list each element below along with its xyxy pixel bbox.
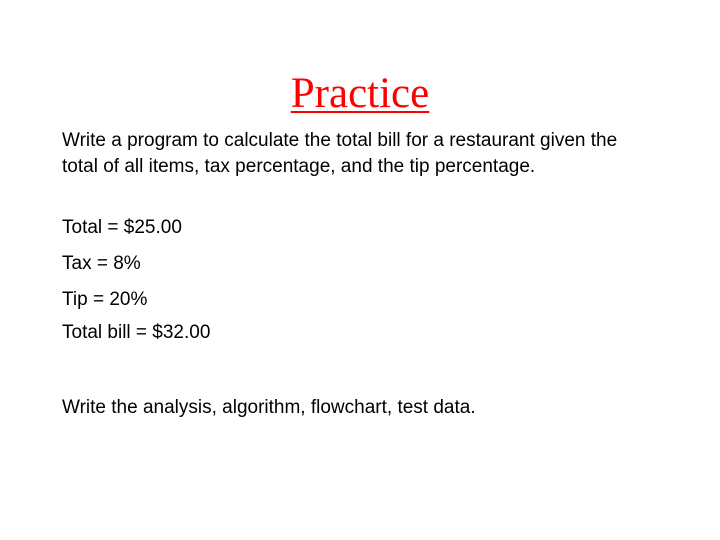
total-line: Total = $25.00 xyxy=(62,217,182,238)
total-bill-line: Total bill = $32.00 xyxy=(62,322,211,343)
tax-line: Tax = 8% xyxy=(62,253,141,274)
problem-description: Write a program to calculate the total bill for a restaurant given the total of all items, tax percentage, and the tip percentage. xyxy=(62,130,618,177)
tip-line: Tip = 20% xyxy=(62,289,148,310)
task-instruction: Write the analysis, algorithm, flowchart, test data. xyxy=(62,397,476,418)
slide-title: Practice xyxy=(290,70,430,117)
